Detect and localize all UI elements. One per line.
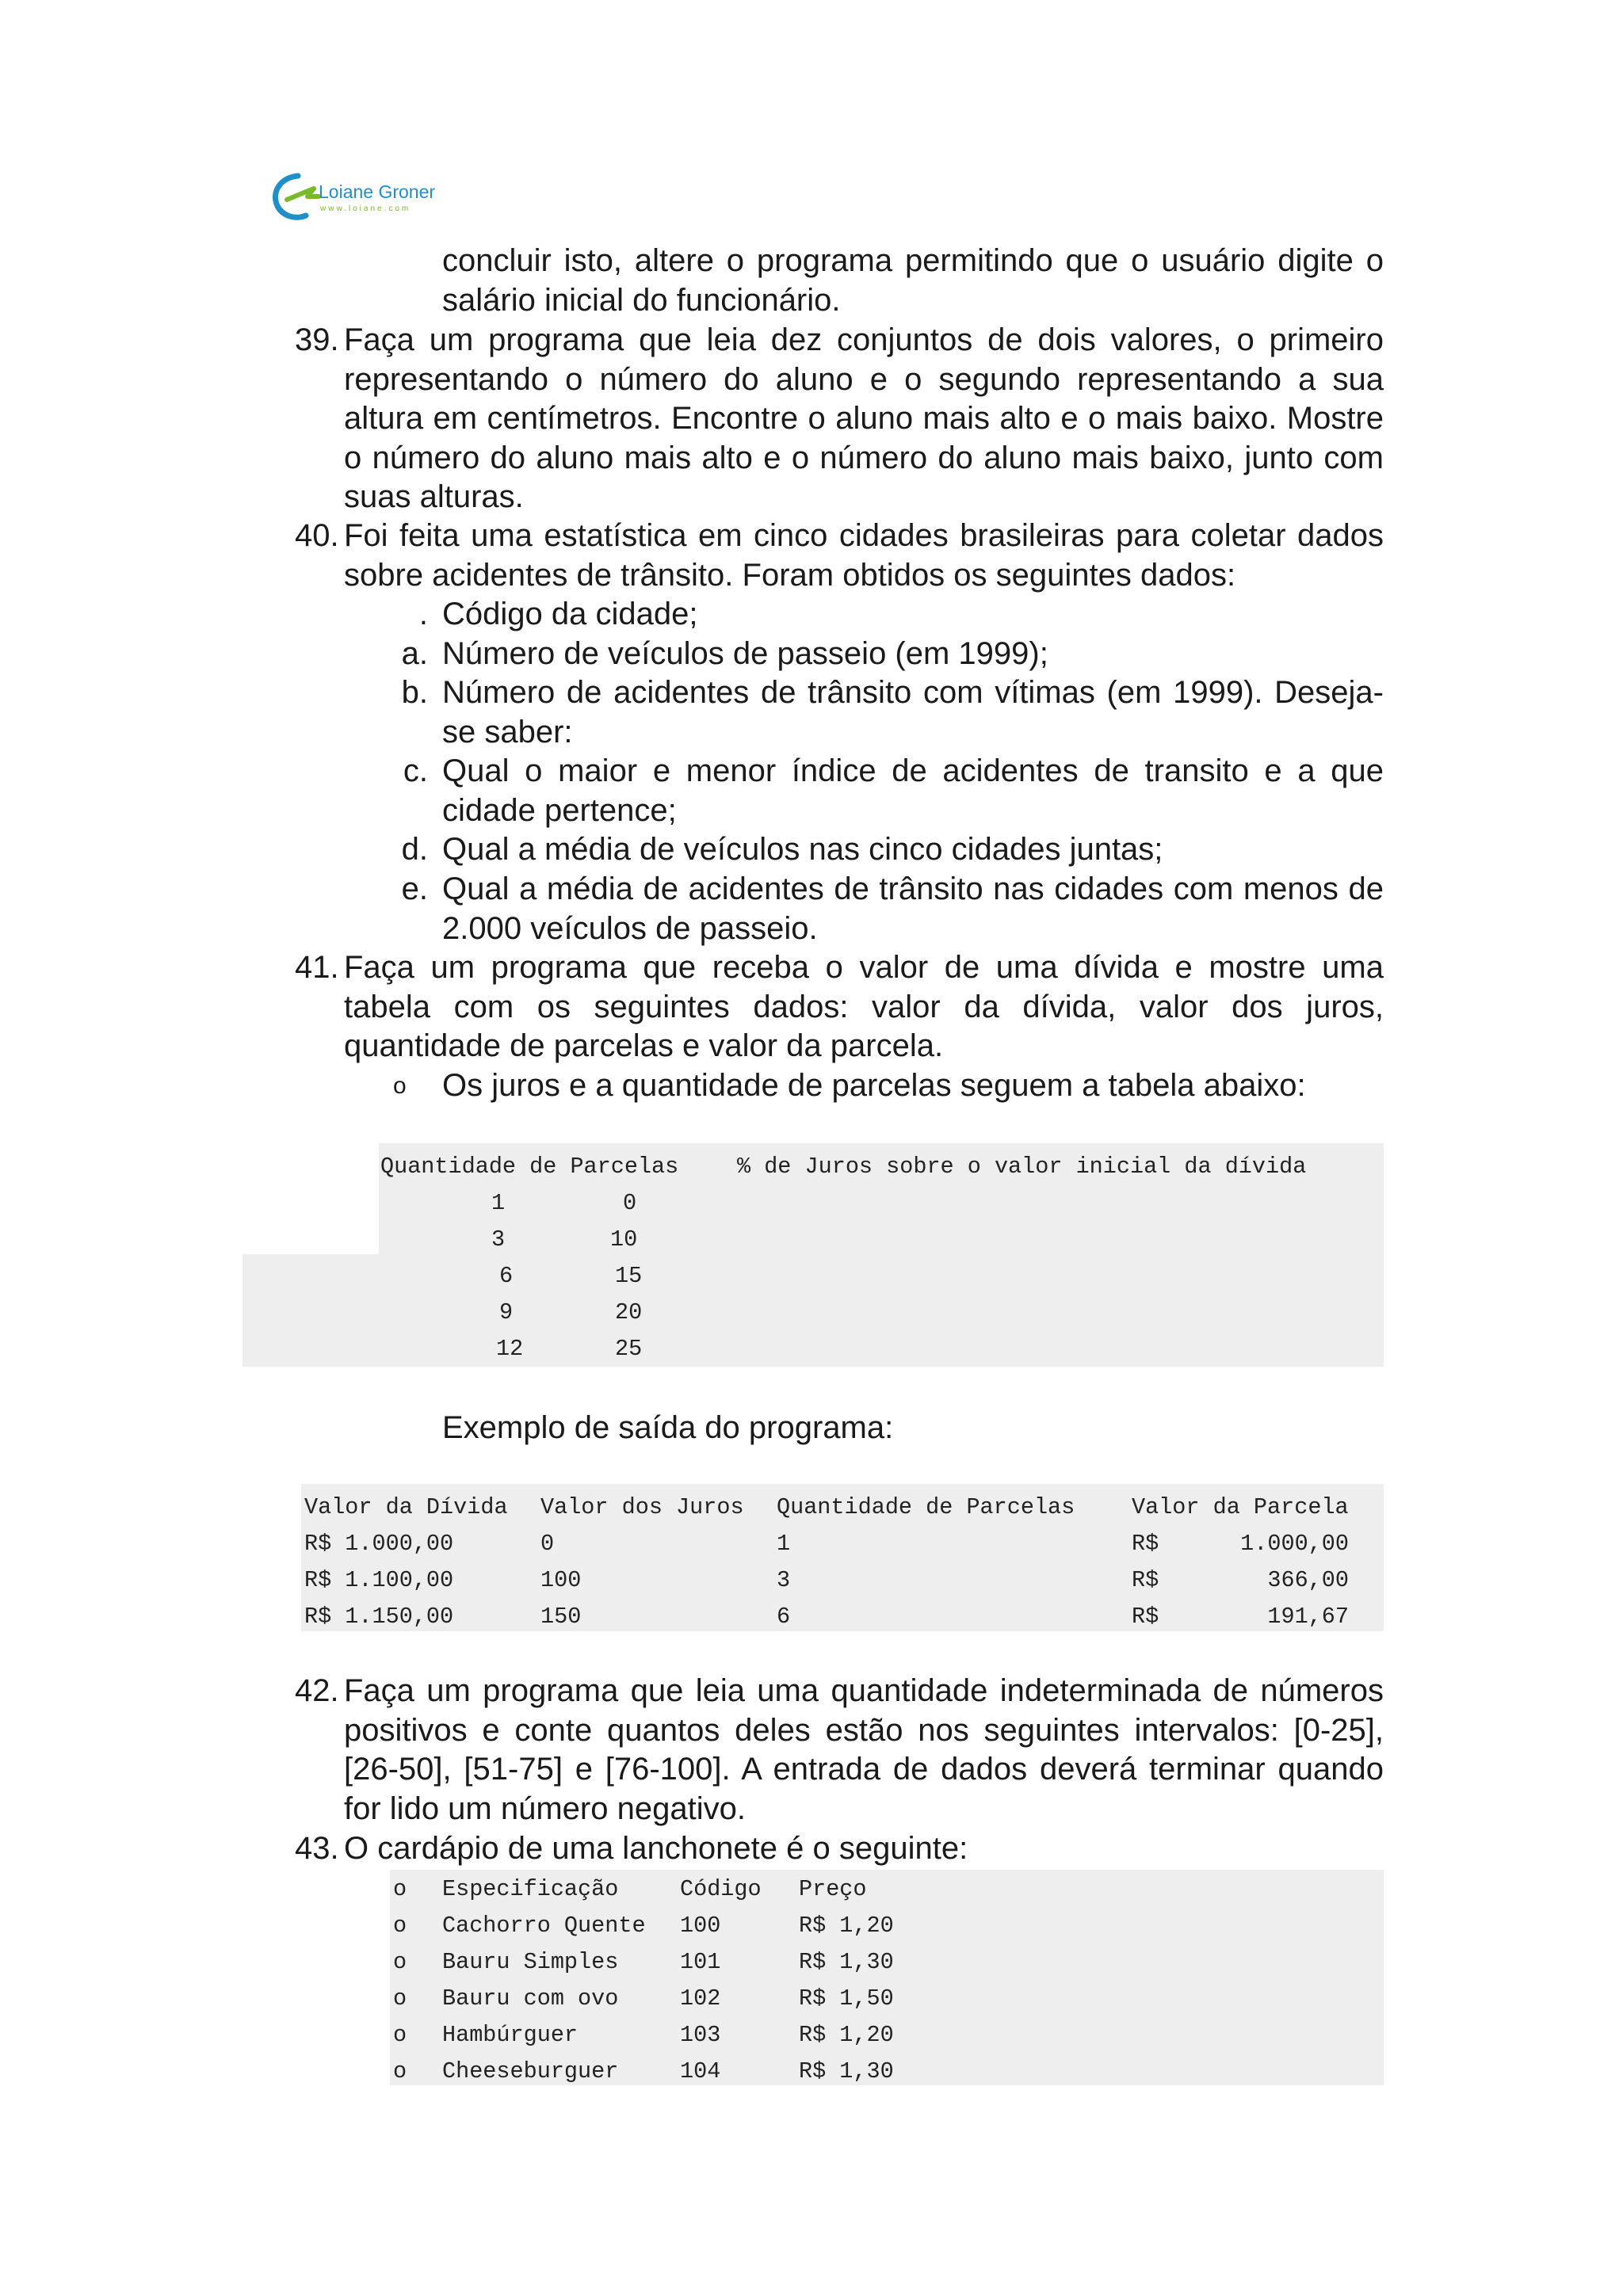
q41-bullet-text: Os juros e a quantidade de parcelas seguem a tabela abaixo: — [442, 1068, 1306, 1103]
menu-header: Especificação — [442, 1876, 619, 1902]
q40-item-marker: . — [418, 597, 428, 631]
menu-item-name: Bauru com ovo — [442, 1985, 619, 2012]
menu-bullet: o — [393, 1949, 407, 1975]
juros-qtd: 12 — [496, 1336, 524, 1362]
menu-bullet: o — [393, 1876, 407, 1902]
output-cell: 150 — [540, 1604, 582, 1630]
example-label: Exemplo de saída do programa: — [442, 1410, 894, 1445]
q40-item-text: Número de veículos de passeio (em 1999); — [442, 636, 1048, 671]
logo-graphic — [268, 165, 442, 225]
menu-bullet: o — [393, 1913, 407, 1939]
juros-header-parcelas: Quantidade de Parcelas — [380, 1154, 679, 1180]
table-row — [304, 1599, 1382, 1635]
table-row — [380, 1295, 1379, 1331]
q40-item-marker: d. — [401, 832, 428, 867]
menu-item-code: 101 — [680, 1949, 721, 1975]
menu-item-price: R$ 1,30 — [799, 2058, 894, 2084]
output-cell: R$ 1.000,00 — [304, 1531, 454, 1557]
table-row — [380, 1258, 1379, 1295]
menu-item-price: R$ 1,50 — [799, 1985, 894, 2012]
juros-qtd: 9 — [499, 1299, 514, 1325]
menu-item-code: 104 — [680, 2058, 721, 2084]
output-cell: 0 — [540, 1531, 555, 1557]
q40-number: 40. — [295, 518, 339, 553]
output-cell: R$ — [1132, 1604, 1159, 1630]
table-row — [304, 1526, 1382, 1562]
q40-item-marker: e. — [401, 871, 428, 906]
table-row — [391, 1944, 1382, 1981]
juros-qtd: 1 — [491, 1190, 506, 1216]
menu-item-price: R$ 1,20 — [799, 1913, 894, 1939]
output-cell: 1 — [777, 1531, 791, 1557]
q40-item-text: Código da cidade; — [442, 597, 698, 631]
output-cell: R$ — [1132, 1531, 1159, 1557]
logo-name: Loiane Groner — [319, 181, 436, 202]
table-row — [380, 1185, 1379, 1222]
q43-text: O cardápio de uma lanchonete é o seguinte: — [344, 1831, 968, 1866]
q40-item-marker: a. — [401, 636, 428, 671]
table-row — [391, 2054, 1382, 2090]
menu-item-code: 103 — [680, 2022, 721, 2048]
output-cell: 366,00 — [1267, 1567, 1349, 1593]
table-row — [391, 1908, 1382, 1944]
menu-bullet: o — [393, 2022, 407, 2048]
output-cell: R$ 1.150,00 — [304, 1604, 454, 1630]
q40-item-marker: c. — [403, 753, 428, 788]
table-row — [391, 2017, 1382, 2054]
q41-number: 41. — [295, 950, 339, 985]
table-row — [380, 1331, 1379, 1367]
output-header: Valor da Dívida — [304, 1494, 508, 1520]
logo — [268, 165, 442, 225]
menu-header: Código — [680, 1876, 762, 1902]
juros-qtd: 6 — [499, 1263, 514, 1289]
menu-bullet: o — [393, 1985, 407, 2012]
menu-item-code: 100 — [680, 1913, 721, 1939]
menu-item-name: Hambúrguer — [442, 2022, 579, 2048]
logo-url: www.loiane.com — [320, 204, 411, 213]
menu-bullet: o — [393, 2058, 407, 2084]
q39-text: Faça um programa que leia dez conjuntos de dois valores, o primeiro representando o número do aluno e o segundo representando a sua altura em centímetros. Encontre o aluno mais alto e o mais baixo. Mostre o número do aluno mais alto e o número do aluno mais baixo, junto com suas alturas. — [344, 322, 1384, 515]
output-header: Valor dos Juros — [540, 1494, 744, 1520]
output-header: Valor da Parcela — [1132, 1494, 1349, 1520]
output-cell: 6 — [777, 1604, 791, 1630]
intro-continuation: concluir isto, altere o programa permitindo que o usuário digite o salário inicial do funcionário. — [442, 243, 1384, 318]
menu-item-code: 102 — [680, 1985, 721, 2012]
menu-header: Preço — [799, 1876, 867, 1902]
output-cell: 191,67 — [1267, 1604, 1349, 1630]
menu-item-price: R$ 1,20 — [799, 2022, 894, 2048]
output-cell: 100 — [540, 1567, 582, 1593]
q42-text: Faça um programa que leia uma quantidade indeterminada de números positivos e conte quantos deles estão nos seguintes intervalos: [0-25], [26-50], [51-75] e [76-100]. A entrada de dados deverá terminar quando for lido um número negativo. — [344, 1673, 1384, 1826]
menu-item-name: Cheeseburguer — [442, 2058, 619, 2084]
q42-number: 42. — [295, 1673, 339, 1708]
menu-item-price: R$ 1,30 — [799, 1949, 894, 1975]
output-cell: 3 — [777, 1567, 791, 1593]
q40-item-text: Qual o maior e menor índice de acidentes de transito e a que cidade pertence; — [442, 753, 1384, 828]
output-table-header — [304, 1489, 1382, 1526]
q40-text: Foi feita uma estatística em cinco cidades brasileiras para coletar dados sobre acidentes de trânsito. Foram obtidos os seguintes dados: — [344, 518, 1384, 593]
menu-item-name: Bauru Simples — [442, 1949, 619, 1975]
table-row — [304, 1562, 1382, 1599]
output-cell: R$ — [1132, 1567, 1159, 1593]
output-cell: R$ 1.100,00 — [304, 1567, 454, 1593]
table-row — [380, 1222, 1379, 1258]
juros-header-percent: % de Juros sobre o valor inicial da dívida — [737, 1154, 1307, 1180]
q40-item-text: Qual a média de acidentes de trânsito nas cidades com menos de 2.000 veículos de passeio. — [442, 871, 1384, 946]
juros-percent: 25 — [615, 1336, 643, 1362]
q41-text: Faça um programa que receba o valor de uma dívida e mostre uma tabela com os seguintes dados: valor da dívida, valor dos juros, quantidade de parcelas e valor da parcela. — [344, 950, 1384, 1064]
juros-table-header — [380, 1149, 1379, 1185]
juros-percent: 0 — [623, 1190, 637, 1216]
juros-percent: 20 — [615, 1299, 643, 1325]
menu-table-header — [391, 1871, 1382, 1908]
output-cell: 1.000,00 — [1240, 1531, 1349, 1557]
table-row — [391, 1981, 1382, 2017]
output-header: Quantidade de Parcelas — [777, 1494, 1075, 1520]
q40-item-text: Número de acidentes de trânsito com vítimas (em 1999). Deseja-se saber: — [442, 675, 1384, 749]
q40-item-text: Qual a média de veículos nas cinco cidades juntas; — [442, 832, 1163, 867]
juros-percent: 15 — [615, 1263, 643, 1289]
juros-percent: 10 — [610, 1226, 638, 1253]
q40-item-marker: b. — [401, 675, 428, 710]
juros-qtd: 3 — [491, 1226, 506, 1253]
q39-number: 39. — [295, 322, 339, 357]
menu-item-name: Cachorro Quente — [442, 1913, 646, 1939]
q41-bullet: o — [393, 1073, 407, 1099]
q43-number: 43. — [295, 1831, 339, 1866]
